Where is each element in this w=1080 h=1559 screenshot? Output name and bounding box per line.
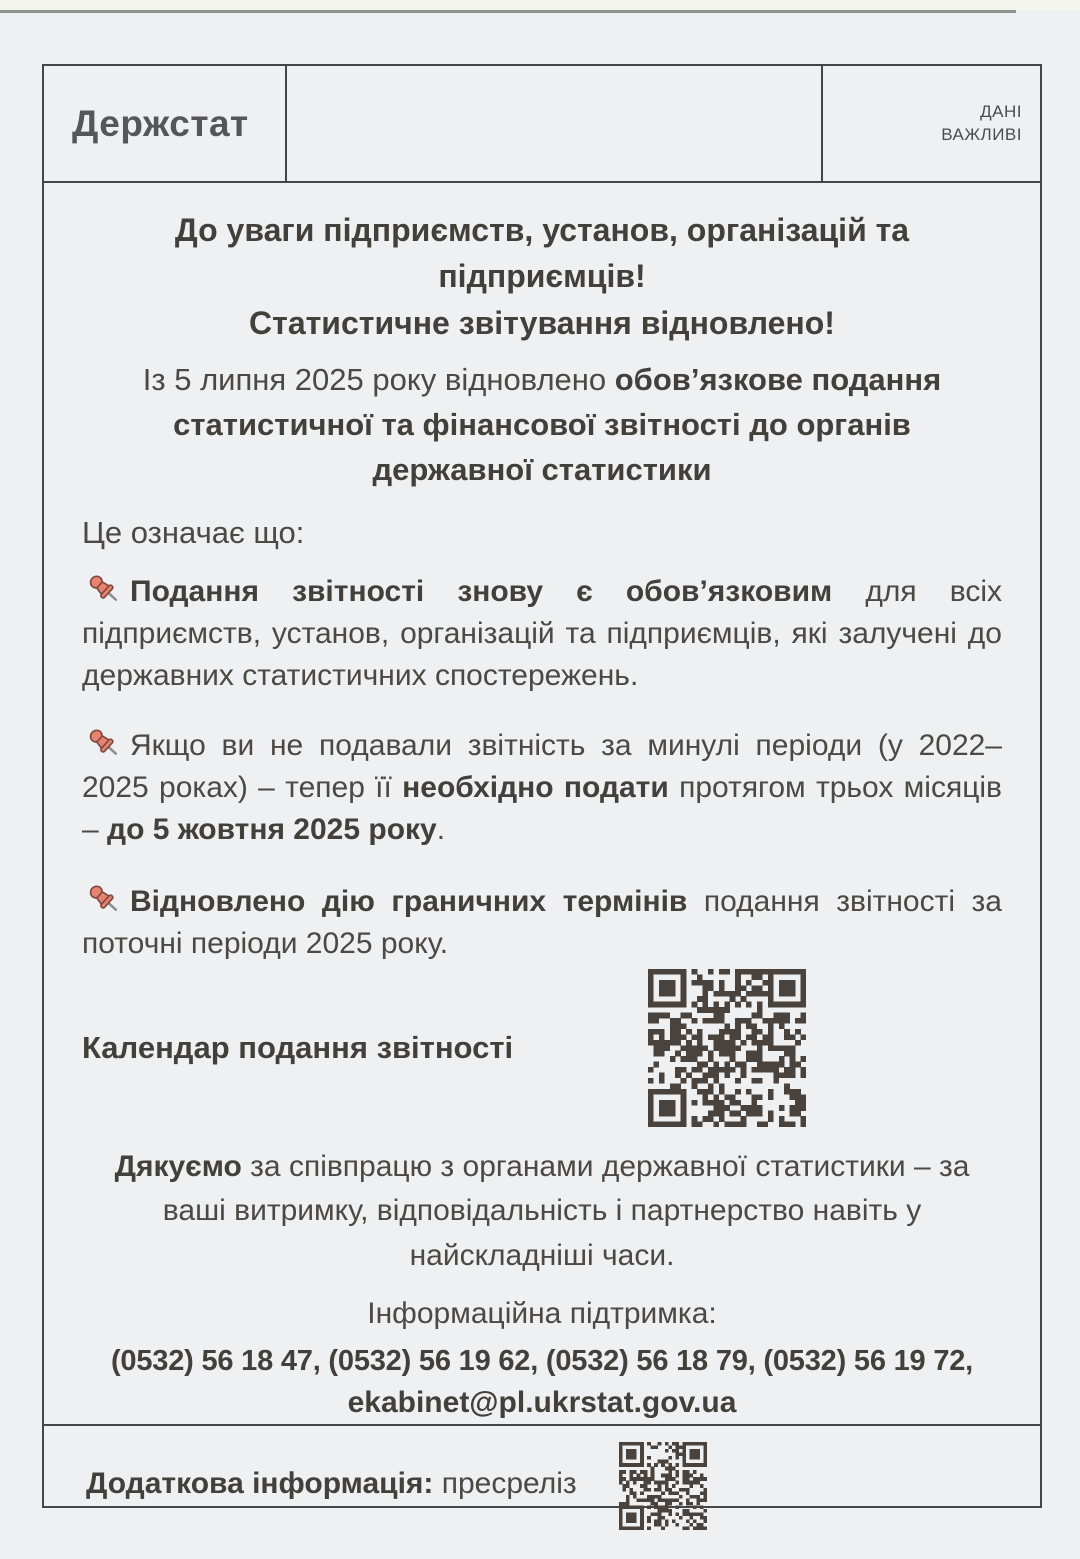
footer-text [86,1467,577,1501]
derzhstat-logo: Держстат [72,102,249,144]
document-body [44,183,1040,1424]
intro-bold: обов’язкове подання статистичної та фінансової звітності до органів державної статистики [173,362,942,488]
pushpin-icon [82,571,126,607]
calendar-label: Календар подання звітності [82,1029,514,1065]
support-email: ekabinet@pl.ukrstat.gov.ua [347,1385,737,1419]
thanks-rest: за співпрацю з органами державної статистики – за ваші витримку, відповідальність і партнерство навіть у найскладніші часи. [162,1149,970,1272]
means-label: Це означає що: [82,514,305,550]
document-frame [42,64,1042,1508]
bullet3-bold: Відновлено дію граничних термінів [130,884,688,918]
bullet2-mid: протягом трьох місяців – [82,770,1002,846]
footer-bold: Додаткова інформація: [86,1466,434,1500]
intro-paragraph [102,358,982,493]
badge-line-2: ВАЖЛИВІ [941,124,1022,144]
pushpin-icon [82,725,126,761]
header-logo-cell [44,66,287,181]
support-label: Інформаційна підтримка: [367,1297,717,1331]
bullet2-bold2: до 5 жовтня 2025 року [107,812,437,846]
header-table [44,66,1040,183]
pushpin-icon [82,881,126,917]
bullet-past-periods [82,725,1002,851]
qr-code-calendar [648,969,806,1127]
scan-artifact-line [0,10,1016,13]
badge-line-1: ДАНІ [980,101,1022,121]
bullet1-bold: Подання звітності знову є обов’язковим [130,574,833,608]
bullet2-pre: Якщо ви не подавали звітність за минулі періоди (у 2022–2025 роках) – тепер її [82,728,1002,804]
header-badge-cell [823,66,1040,181]
qr-code-pressrelease [619,1442,707,1530]
scan-artifact-strip [0,0,1080,10]
support-phones: (0532) 56 18 47, (0532) 56 19 62, (0532) 56 18 79, (0532) 56 19 72, [110,1344,974,1377]
bullet2-post: . [436,812,446,846]
thanks-paragraph [102,1145,982,1278]
header-empty-cell [287,66,823,181]
title-line-2: Статистичне звітування відновлено! [249,304,835,341]
intro-regular: Із 5 липня 2025 року відновлено [142,362,615,398]
thanks-bold: Дякуємо [114,1149,242,1183]
bullet2-bold1: необхідно подати [402,770,669,804]
bullet-deadlines-restored [82,881,1002,965]
bullet1-rest: для всіх підприємств, установ, організацій та підприємців, які залучені до державних статистичних спостережень. [82,574,1002,692]
footer-rest: пресреліз [433,1466,577,1500]
bullet-reporting-mandatory [82,571,1002,697]
page-title [117,207,967,346]
bullet3-rest: подання звітності за поточні періоди 2025 року. [82,884,1002,960]
calendar-row [82,967,1002,1129]
title-line-1: До уваги підприємств, установ, організацій та підприємців! [174,212,910,295]
footer-row [44,1424,1040,1542]
